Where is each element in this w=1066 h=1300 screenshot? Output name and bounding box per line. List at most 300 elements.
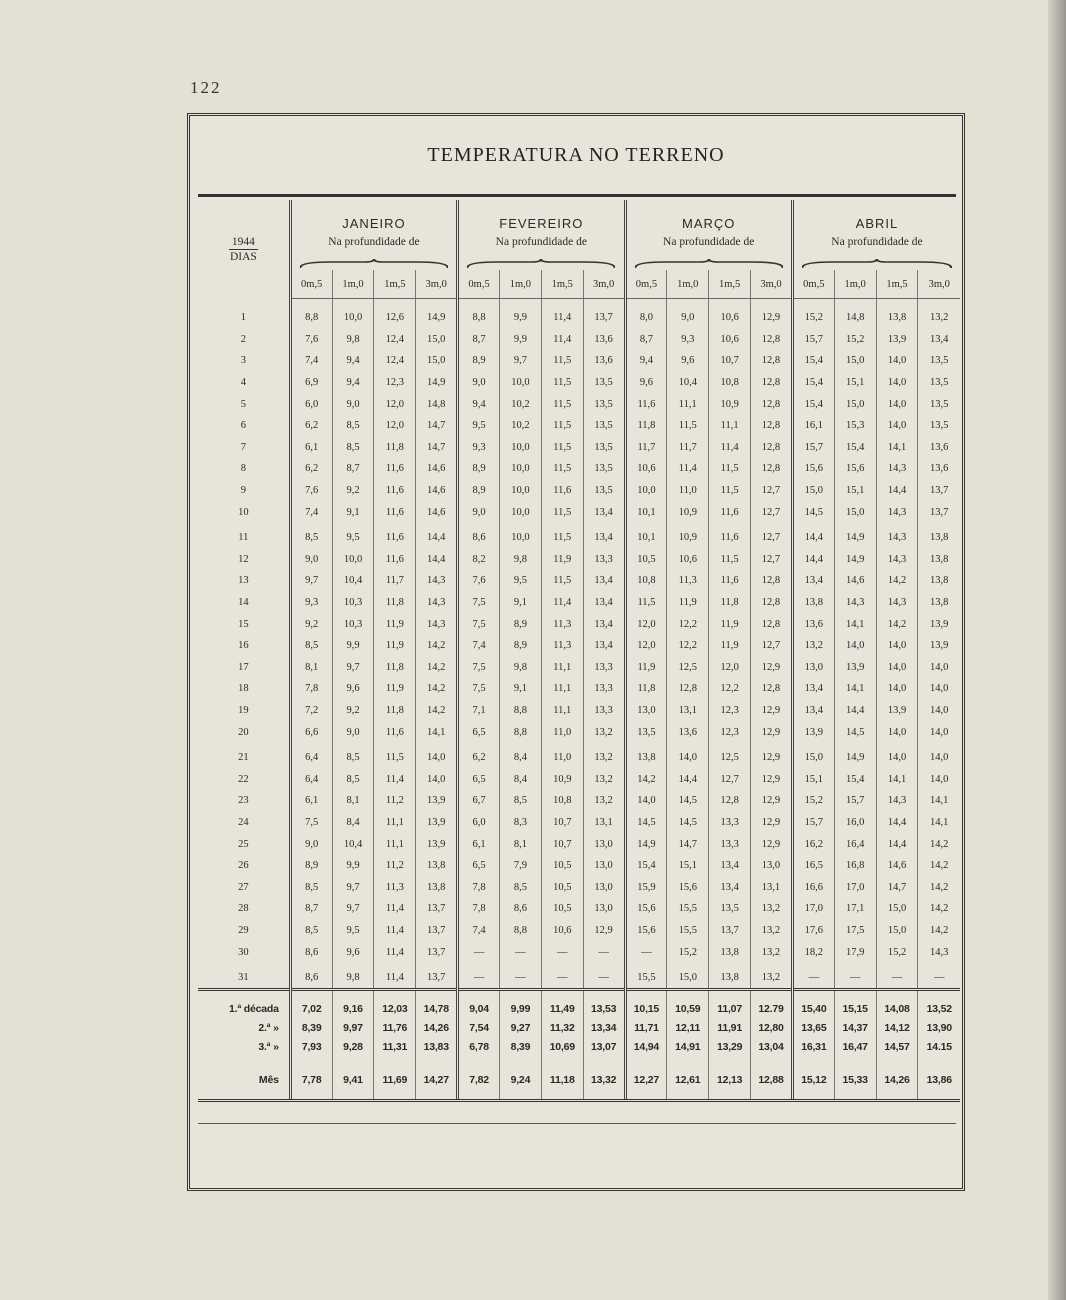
- temperature-cell: 11,9: [709, 613, 751, 635]
- table-frame: [187, 113, 965, 1191]
- temperature-cell: 16,6: [792, 876, 834, 898]
- temperature-cell: 14,2: [918, 876, 960, 898]
- temperature-cell: 10,7: [709, 350, 751, 372]
- temperature-cell: 15,5: [667, 898, 709, 920]
- day-number: 20: [238, 726, 249, 738]
- temperature-cell: 12,9: [583, 920, 625, 942]
- temperature-cell: 11,8: [374, 592, 416, 614]
- temperature-cell: 13,7: [583, 299, 625, 329]
- depth-col-header: 0m,5: [625, 270, 667, 299]
- summary-cell: 11,49: [541, 990, 583, 1019]
- summary-cell: 7,93: [290, 1037, 332, 1056]
- summary-cell: 12.79: [751, 990, 793, 1019]
- temperature-cell: 8,9: [458, 480, 500, 502]
- temperature-cell: 9,4: [332, 350, 374, 372]
- temperature-cell: 13,2: [751, 920, 793, 942]
- temperature-cell: 7,8: [458, 898, 500, 920]
- temperature-cell: 6,2: [290, 415, 332, 437]
- temperature-cell: 11,8: [374, 700, 416, 722]
- depth-col-header: 3m,0: [918, 270, 960, 299]
- temperature-cell: 13,2: [751, 963, 793, 990]
- book-binding-edge: [1048, 0, 1066, 1300]
- temperature-cell: 12,8: [667, 678, 709, 700]
- temperature-cell: 11,5: [541, 437, 583, 459]
- table-row: [198, 329, 960, 351]
- temperature-cell: 10,1: [625, 523, 667, 549]
- summary-row: [198, 1056, 960, 1101]
- temperature-cell: 9,5: [499, 570, 541, 592]
- temperature-cell: 13,8: [709, 941, 751, 963]
- day-number: 11: [238, 532, 249, 544]
- table-row: [198, 613, 960, 635]
- temperature-cell: 10,0: [499, 523, 541, 549]
- temperature-cell: 11,4: [374, 920, 416, 942]
- summary-cell: 14,12: [876, 1018, 918, 1037]
- day-number: 23: [238, 795, 249, 807]
- temperature-cell: 12,7: [751, 549, 793, 571]
- temperature-cell: 11,5: [625, 592, 667, 614]
- temperature-cell: 7,4: [458, 920, 500, 942]
- temperature-cell: —: [792, 963, 834, 990]
- temperature-cell: 9,7: [332, 657, 374, 679]
- temperature-cell: 7,8: [458, 876, 500, 898]
- depth-col-header: 1m,5: [541, 270, 583, 299]
- temperature-cell: 15,1: [834, 372, 876, 394]
- table-row: [198, 833, 960, 855]
- temperature-cell: 14,2: [416, 678, 458, 700]
- table-row: [198, 635, 960, 657]
- temperature-cell: 8,8: [290, 299, 332, 329]
- temperature-cell: 15,6: [625, 920, 667, 942]
- temperature-cell: 14,4: [792, 549, 834, 571]
- temperature-cell: 11,6: [374, 721, 416, 743]
- day-number: 21: [238, 752, 249, 764]
- temperature-cell: 11,5: [541, 350, 583, 372]
- temperature-cell: 11,4: [374, 768, 416, 790]
- temperature-cell: 15,0: [876, 898, 918, 920]
- summary-cell: 9,16: [332, 990, 374, 1019]
- temperature-cell: 8,5: [332, 415, 374, 437]
- depth-col-header: 1m,5: [709, 270, 751, 299]
- temperature-cell: 11,5: [541, 415, 583, 437]
- temperature-cell: 13,8: [416, 876, 458, 898]
- temperature-cell: 9,5: [458, 415, 500, 437]
- temperature-cell: 12,7: [751, 480, 793, 502]
- temperature-cell: 14,7: [667, 833, 709, 855]
- temperature-cell: 14,9: [625, 833, 667, 855]
- temperature-cell: 13,5: [583, 393, 625, 415]
- temperature-cell: 11,5: [541, 372, 583, 394]
- days-label: DIAS: [229, 250, 257, 263]
- temperature-cell: 9,8: [332, 329, 374, 351]
- temperature-cell: 8,9: [499, 635, 541, 657]
- temperature-cell: 11,8: [374, 657, 416, 679]
- day-number: 1: [240, 312, 246, 324]
- day-number: 13: [238, 575, 249, 587]
- temperature-cell: 10,9: [709, 393, 751, 415]
- temperature-cell: 15,6: [625, 898, 667, 920]
- temperature-cell: 11,8: [625, 415, 667, 437]
- day-number: 5: [240, 398, 246, 410]
- temperature-cell: 11,9: [374, 678, 416, 700]
- temperature-cell: 13,2: [918, 299, 960, 329]
- temperature-cell: 14,4: [416, 523, 458, 549]
- temperature-cell: 13,3: [709, 812, 751, 834]
- temperature-cell: 14,4: [876, 480, 918, 502]
- temperature-cell: 9,7: [499, 350, 541, 372]
- temperature-cell: 12,8: [751, 329, 793, 351]
- temperature-cell: 13,3: [583, 657, 625, 679]
- temperature-cell: 10,0: [499, 458, 541, 480]
- temperature-cell: 11,1: [374, 833, 416, 855]
- depth-col-header: 1m,0: [834, 270, 876, 299]
- temperature-cell: 14,1: [876, 768, 918, 790]
- temperature-cell: 9,2: [332, 480, 374, 502]
- temperature-cell: 11,8: [625, 678, 667, 700]
- temperature-cell: 15,1: [792, 768, 834, 790]
- day-number: 7: [240, 441, 246, 453]
- temperature-cell: 12,5: [709, 743, 751, 769]
- temperature-cell: —: [834, 963, 876, 990]
- summary-cell: 13,34: [583, 1018, 625, 1037]
- temperature-cell: 14,0: [918, 700, 960, 722]
- temperature-cell: 14,7: [416, 415, 458, 437]
- temperature-cell: 11,6: [709, 501, 751, 523]
- temperature-cell: —: [918, 963, 960, 990]
- temperature-cell: 9,6: [625, 372, 667, 394]
- temperature-cell: 13,2: [583, 790, 625, 812]
- temperature-cell: 9,0: [458, 501, 500, 523]
- temperature-cell: 6,2: [290, 458, 332, 480]
- temperature-cell: 9,4: [458, 393, 500, 415]
- temperature-cell: 8,5: [290, 523, 332, 549]
- table-row: [198, 592, 960, 614]
- summary-cell: 11,32: [541, 1018, 583, 1037]
- temperature-cell: 17,6: [792, 920, 834, 942]
- temperature-cell: 11,9: [374, 613, 416, 635]
- temperature-cell: 11,1: [709, 415, 751, 437]
- temperature-cell: 14,2: [416, 700, 458, 722]
- temperature-cell: 13,4: [792, 700, 834, 722]
- temperature-cell: 14,6: [416, 501, 458, 523]
- temperature-cell: 16,1: [792, 415, 834, 437]
- temperature-cell: 13,7: [416, 920, 458, 942]
- table-row: [198, 768, 960, 790]
- temperature-cell: 14,3: [876, 790, 918, 812]
- temperature-cell: 14,4: [876, 812, 918, 834]
- temperature-cell: 11,0: [541, 743, 583, 769]
- temperature-cell: 14,8: [416, 393, 458, 415]
- temperature-cell: 9,0: [332, 721, 374, 743]
- temperature-cell: 8,4: [499, 743, 541, 769]
- temperature-cell: 13,9: [876, 700, 918, 722]
- temperature-cell: 14,0: [918, 678, 960, 700]
- temperature-cell: 13,9: [918, 613, 960, 635]
- temperature-cell: 10,0: [499, 501, 541, 523]
- temperature-cell: 13,8: [876, 299, 918, 329]
- temperature-cell: 13,8: [416, 855, 458, 877]
- temperature-cell: 14,5: [667, 790, 709, 812]
- temperature-cell: 13,6: [667, 721, 709, 743]
- temperature-cell: 8,7: [290, 898, 332, 920]
- temperature-cell: 14,3: [416, 613, 458, 635]
- temperature-cell: 12,6: [374, 299, 416, 329]
- temperature-cell: 14,9: [834, 523, 876, 549]
- table-row: [198, 415, 960, 437]
- temperature-cell: 8,5: [332, 437, 374, 459]
- temperature-cell: 14,4: [792, 523, 834, 549]
- temperature-cell: 15,4: [625, 855, 667, 877]
- temperature-cell: 12,7: [709, 768, 751, 790]
- temperature-cell: 12,2: [667, 635, 709, 657]
- temperature-cell: 10,9: [667, 501, 709, 523]
- temperature-cell: 10,2: [499, 393, 541, 415]
- table-row: [198, 350, 960, 372]
- temperature-cell: 13,9: [876, 329, 918, 351]
- temperature-cell: 12,0: [374, 393, 416, 415]
- temperature-cell: 8,1: [332, 790, 374, 812]
- temperature-cell: 14,7: [416, 437, 458, 459]
- temperature-cell: 10,4: [667, 372, 709, 394]
- temperature-cell: 7,5: [458, 678, 500, 700]
- temperature-cell: 13,5: [918, 350, 960, 372]
- temperature-cell: 13,8: [918, 549, 960, 571]
- temperature-cell: 8,8: [458, 299, 500, 329]
- table-row: [198, 299, 960, 329]
- temperature-cell: 14,3: [834, 592, 876, 614]
- day-number: 14: [238, 597, 249, 609]
- month-header-marco: MARÇO: [625, 200, 792, 236]
- temperature-cell: 10,3: [332, 592, 374, 614]
- temperature-cell: 18,2: [792, 941, 834, 963]
- summary-cell: 12,88: [751, 1056, 793, 1101]
- summary-cell: 7,82: [458, 1056, 500, 1101]
- temperature-cell: 10,5: [541, 898, 583, 920]
- temperature-cell: 14,0: [667, 743, 709, 769]
- temperature-cell: 12,4: [374, 329, 416, 351]
- temperature-cell: —: [541, 963, 583, 990]
- temperature-cell: 12,8: [751, 415, 793, 437]
- summary-cell: 13,53: [583, 990, 625, 1019]
- table-row: [198, 721, 960, 743]
- temperature-cell: 12,8: [709, 790, 751, 812]
- temperature-cell: 15,0: [834, 501, 876, 523]
- temperature-cell: 13,3: [583, 700, 625, 722]
- temperature-cell: 11,3: [541, 613, 583, 635]
- day-number: 8: [240, 463, 246, 475]
- depth-col-header: 3m,0: [583, 270, 625, 299]
- temperature-cell: 11,3: [667, 570, 709, 592]
- temperature-cell: 7,2: [290, 700, 332, 722]
- temperature-cell: 13,5: [583, 415, 625, 437]
- temperature-cell: 6,5: [458, 855, 500, 877]
- temperature-cell: —: [876, 963, 918, 990]
- table-row: [198, 700, 960, 722]
- temperature-cell: 13,5: [583, 480, 625, 502]
- depth-col-header: 0m,5: [290, 270, 332, 299]
- temperature-cell: 10,9: [541, 768, 583, 790]
- temperature-cell: 12,0: [625, 635, 667, 657]
- temperature-cell: 10,5: [541, 855, 583, 877]
- curly-brace-icon: [300, 259, 448, 269]
- temperature-cell: 7,6: [290, 480, 332, 502]
- temperature-cell: 11,6: [374, 549, 416, 571]
- summary-cell: 9,27: [499, 1018, 541, 1037]
- summary-cell: 15,15: [834, 990, 876, 1019]
- temperature-cell: 17,9: [834, 941, 876, 963]
- summary-cell: 13,90: [918, 1018, 960, 1037]
- day-number: 17: [238, 661, 249, 673]
- temperature-cell: 11,4: [541, 299, 583, 329]
- summary-cell: 11,91: [709, 1018, 751, 1037]
- temperature-cell: 12,8: [751, 350, 793, 372]
- summary-cell: 14,26: [876, 1056, 918, 1101]
- temperature-cell: 13,3: [583, 678, 625, 700]
- summary-cell: 11,69: [374, 1056, 416, 1101]
- table-row: [198, 501, 960, 523]
- temperature-cell: 15,2: [792, 299, 834, 329]
- temperature-cell: 16,4: [834, 833, 876, 855]
- table-row: [198, 678, 960, 700]
- temperature-cell: 11,1: [667, 393, 709, 415]
- temperature-cell: 11,9: [541, 549, 583, 571]
- summary-cell: 13,32: [583, 1056, 625, 1101]
- temperature-cell: 8,1: [499, 833, 541, 855]
- temperature-cell: 11,5: [541, 501, 583, 523]
- temperature-cell: —: [499, 963, 541, 990]
- temperature-cell: —: [583, 941, 625, 963]
- temperature-cell: 13,8: [709, 963, 751, 990]
- temperature-cell: 13,3: [709, 833, 751, 855]
- temperature-cell: 11,4: [374, 941, 416, 963]
- temperature-cell: 9,3: [458, 437, 500, 459]
- temperature-cell: 15,6: [834, 458, 876, 480]
- temperature-cell: 14,1: [918, 812, 960, 834]
- table-row: [198, 920, 960, 942]
- temperature-cell: 12,3: [374, 372, 416, 394]
- temperature-cell: 15,6: [667, 876, 709, 898]
- temperature-cell: 10,0: [625, 480, 667, 502]
- temperature-cell: 9,1: [499, 592, 541, 614]
- temperature-cell: 13,4: [583, 592, 625, 614]
- summary-cell: 9,28: [332, 1037, 374, 1056]
- table-row: [198, 393, 960, 415]
- summary-cell: 12,27: [625, 1056, 667, 1101]
- temperature-cell: 10,0: [499, 480, 541, 502]
- table-row: [198, 372, 960, 394]
- temperature-cell: 12,9: [751, 790, 793, 812]
- temperature-cell: —: [625, 941, 667, 963]
- temperature-cell: 12,3: [709, 721, 751, 743]
- temperature-cell: 15,7: [834, 790, 876, 812]
- temperature-cell: 13,8: [625, 743, 667, 769]
- day-number: 25: [238, 838, 249, 850]
- temperature-cell: 14,3: [876, 592, 918, 614]
- temperature-cell: 7,5: [458, 592, 500, 614]
- temperature-cell: 13,0: [583, 898, 625, 920]
- summary-cell: 14,57: [876, 1037, 918, 1056]
- temperature-cell: 6,4: [290, 768, 332, 790]
- temperature-cell: 14,0: [876, 657, 918, 679]
- temperature-cell: 11,2: [374, 790, 416, 812]
- table-row: [198, 437, 960, 459]
- temperature-cell: 15,0: [834, 350, 876, 372]
- temperature-cell: 11,6: [374, 480, 416, 502]
- temperature-cell: 9,6: [667, 350, 709, 372]
- temperature-cell: 12,9: [751, 299, 793, 329]
- temperature-cell: 14,3: [876, 549, 918, 571]
- table-row: [198, 898, 960, 920]
- temperature-cell: 9,0: [332, 393, 374, 415]
- summary-cell: 11,18: [541, 1056, 583, 1101]
- temperature-cell: 7,5: [458, 657, 500, 679]
- temperature-cell: 11,3: [541, 635, 583, 657]
- table-row: [198, 963, 960, 990]
- temperature-cell: 13,8: [918, 570, 960, 592]
- summary-cell: 10,15: [625, 990, 667, 1019]
- temperature-cell: 6,2: [458, 743, 500, 769]
- summary-cell: 6,78: [458, 1037, 500, 1056]
- depth-label: Na profundidade de: [625, 236, 792, 258]
- temperature-cell: 15,2: [792, 790, 834, 812]
- temperature-cell: 15,2: [667, 941, 709, 963]
- temperature-cell: 14,1: [416, 721, 458, 743]
- temperature-cell: 14,0: [876, 743, 918, 769]
- temperature-cell: 6,1: [458, 833, 500, 855]
- temperature-cell: 7,4: [290, 350, 332, 372]
- temperature-cell: 13,4: [792, 678, 834, 700]
- temperature-cell: 8,6: [290, 941, 332, 963]
- summary-cell: 15,12: [792, 1056, 834, 1101]
- temperature-cell: 12,8: [751, 592, 793, 614]
- temperature-cell: 13,4: [583, 570, 625, 592]
- day-number: 2: [240, 333, 246, 345]
- temperature-cell: 13,9: [918, 635, 960, 657]
- temperature-cell: 8,5: [499, 790, 541, 812]
- temperature-cell: 11,1: [541, 700, 583, 722]
- temperature-cell: 10,4: [332, 833, 374, 855]
- summary-cell: 11,76: [374, 1018, 416, 1037]
- temperature-cell: 13,9: [834, 657, 876, 679]
- summary-cell: 14,94: [625, 1037, 667, 1056]
- temperature-cell: 14,2: [876, 570, 918, 592]
- temperature-cell: 13,4: [583, 523, 625, 549]
- summary-row: [198, 990, 960, 1019]
- temperature-cell: 13,8: [918, 592, 960, 614]
- temperature-cell: 14,6: [416, 458, 458, 480]
- temperature-cell: 13,4: [918, 329, 960, 351]
- summary-cell: 7,54: [458, 1018, 500, 1037]
- temperature-cell: 15,0: [416, 350, 458, 372]
- table-row: [198, 570, 960, 592]
- temperature-cell: 11,8: [374, 437, 416, 459]
- temperature-cell: 14,0: [876, 393, 918, 415]
- temperature-cell: 12,8: [751, 458, 793, 480]
- temperature-cell: 14,3: [918, 941, 960, 963]
- temperature-cell: 11,5: [541, 523, 583, 549]
- summary-cell: 14,27: [416, 1056, 458, 1101]
- summary-cell: 15,33: [834, 1056, 876, 1101]
- depth-col-header: 0m,5: [458, 270, 500, 299]
- temperature-cell: 10,4: [332, 570, 374, 592]
- temperature-cell: 8,5: [290, 876, 332, 898]
- temperature-cell: 9,1: [499, 678, 541, 700]
- temperature-cell: 15,1: [667, 855, 709, 877]
- temperature-cell: 9,7: [290, 570, 332, 592]
- temperature-cell: 8,9: [458, 350, 500, 372]
- table-row: [198, 458, 960, 480]
- temperature-cell: 8,7: [458, 329, 500, 351]
